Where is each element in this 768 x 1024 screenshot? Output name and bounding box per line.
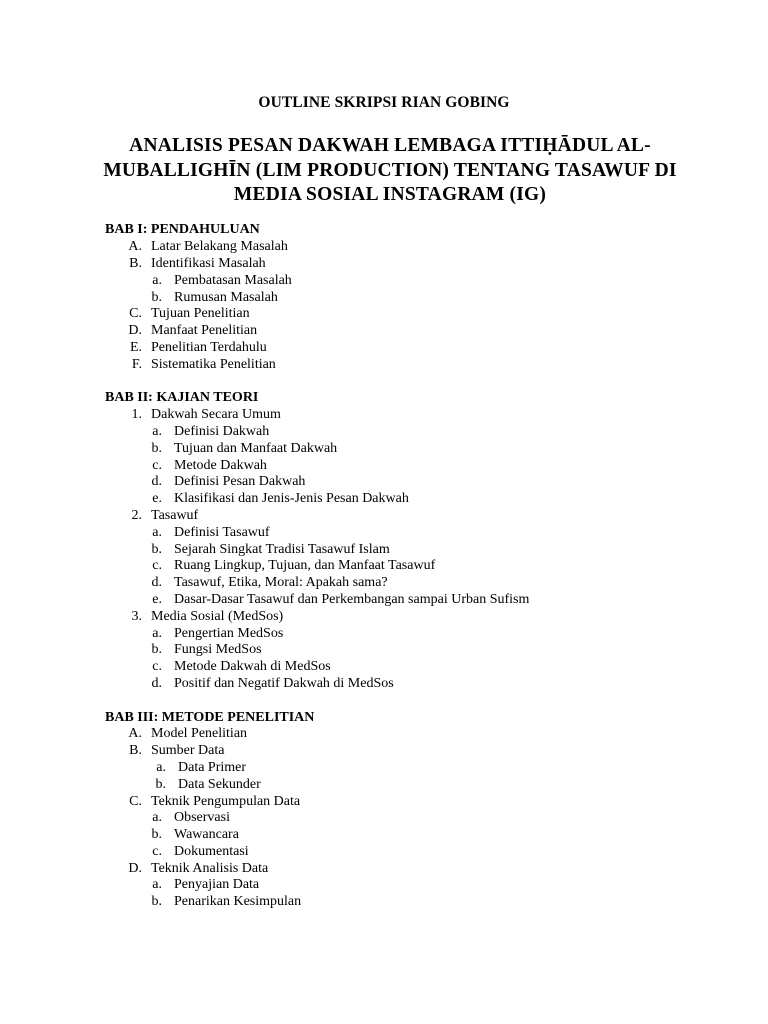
chapter-heading-bab-1: BAB I: PENDAHULUAN	[105, 222, 260, 237]
thesis-title-line-3: MEDIA SOSIAL INSTAGRAM (IG)	[233, 184, 547, 205]
subitem-marker: b.	[151, 827, 162, 842]
subitem-marker: c.	[152, 458, 162, 473]
item-marker: A.	[128, 726, 142, 741]
item-marker: 3.	[131, 609, 142, 624]
subitem-marker: a.	[156, 760, 166, 775]
subitem-marker: b.	[155, 777, 166, 792]
subitem-text: Metode Dakwah	[174, 458, 267, 473]
subitem-text: Data Sekunder	[178, 777, 261, 792]
item-marker: D.	[128, 323, 142, 338]
subitem-text: Metode Dakwah di MedSos	[174, 659, 331, 674]
subitem-marker: c.	[152, 558, 162, 573]
subitem-marker: d.	[151, 474, 162, 489]
chapter-heading-bab-3: BAB III: METODE PENELITIAN	[105, 710, 315, 725]
subitem-text: Pembatasan Masalah	[174, 273, 292, 288]
subitem-marker: b.	[151, 290, 162, 305]
subitem-text: Observasi	[174, 810, 230, 825]
subitem-marker: b.	[151, 894, 162, 909]
item-text: Tasawuf	[151, 508, 199, 523]
item-marker: B.	[129, 256, 142, 271]
item-marker: C.	[129, 306, 142, 321]
subitem-marker: e.	[152, 592, 162, 607]
subitem-text: Penarikan Kesimpulan	[174, 894, 302, 909]
subitem-text: Wawancara	[174, 827, 239, 842]
item-marker: 2.	[131, 508, 142, 523]
subitem-text: Pengertian MedSos	[174, 626, 284, 641]
subitem-marker: e.	[152, 491, 162, 506]
item-text: Latar Belakang Masalah	[151, 239, 288, 254]
item-marker: B.	[129, 743, 142, 758]
subitem-marker: b.	[151, 441, 162, 456]
subitem-marker: a.	[152, 626, 162, 641]
subitem-marker: d.	[151, 575, 162, 590]
chapter-heading-bab-2: BAB II: KAJIAN TEORI	[105, 390, 259, 405]
subitem-text: Definisi Tasawuf	[174, 525, 270, 540]
subitem-marker: b.	[151, 542, 162, 557]
item-text: Model Penelitian	[151, 726, 248, 741]
subitem-text: Dokumentasi	[174, 844, 249, 859]
subitem-text: Definisi Pesan Dakwah	[174, 474, 306, 489]
subitem-text: Tujuan dan Manfaat Dakwah	[174, 441, 338, 456]
subitem-marker: d.	[151, 676, 162, 691]
item-marker: D.	[128, 861, 142, 876]
subitem-marker: b.	[151, 642, 162, 657]
item-text: Manfaat Penelitian	[151, 323, 258, 338]
subitem-marker: a.	[152, 810, 162, 825]
thesis-title	[70, 134, 710, 208]
subitem-marker: c.	[152, 659, 162, 674]
subitem-text: Rumusan Masalah	[174, 290, 278, 305]
item-text: Penelitian Terdahulu	[151, 340, 267, 355]
outline-heading: OUTLINE SKRIPSI RIAN GOBING	[258, 94, 510, 111]
item-text: Tujuan Penelitian	[151, 306, 250, 321]
subitem-text: Definisi Dakwah	[174, 424, 270, 439]
thesis-title-line-1: ANALISIS PESAN DAKWAH LEMBAGA ITTIḤĀDUL AL-	[129, 135, 651, 156]
item-text: Teknik Analisis Data	[151, 861, 269, 876]
item-marker: 1.	[131, 407, 142, 422]
item-text: Identifikasi Masalah	[151, 256, 266, 271]
subitem-text: Sejarah Singkat Tradisi Tasawuf Islam	[174, 542, 390, 557]
thesis-title-line-2: MUBALLIGHĪN (LIM PRODUCTION) TENTANG TASAWUF DI	[103, 159, 677, 181]
subitem-text: Data Primer	[178, 760, 247, 775]
item-marker: C.	[129, 794, 142, 809]
subitem-marker: c.	[152, 844, 162, 859]
subitem-text: Dasar-Dasar Tasawuf dan Perkembangan sampai Urban Sufism	[174, 592, 530, 607]
item-marker: E.	[129, 340, 142, 355]
item-marker: F.	[131, 357, 142, 372]
item-text: Sistematika Penelitian	[151, 357, 276, 372]
item-text: Sumber Data	[151, 743, 225, 758]
item-text: Dakwah Secara Umum	[151, 407, 281, 422]
subitem-text: Positif dan Negatif Dakwah di MedSos	[174, 676, 394, 691]
item-text: Teknik Pengumpulan Data	[151, 794, 301, 809]
subitem-marker: a.	[152, 424, 162, 439]
item-text: Media Sosial (MedSos)	[151, 609, 284, 624]
subitem-marker: a.	[152, 525, 162, 540]
item-marker: A.	[128, 239, 142, 254]
subitem-text: Klasifikasi dan Jenis-Jenis Pesan Dakwah	[174, 491, 409, 506]
subitem-text: Ruang Lingkup, Tujuan, dan Manfaat Tasawuf	[174, 558, 436, 573]
subitem-marker: a.	[152, 877, 162, 892]
subitem-text: Penyajian Data	[174, 877, 260, 892]
subitem-marker: a.	[152, 273, 162, 288]
subitem-text: Tasawuf, Etika, Moral: Apakah sama?	[174, 575, 388, 590]
subitem-text: Fungsi MedSos	[174, 642, 262, 657]
